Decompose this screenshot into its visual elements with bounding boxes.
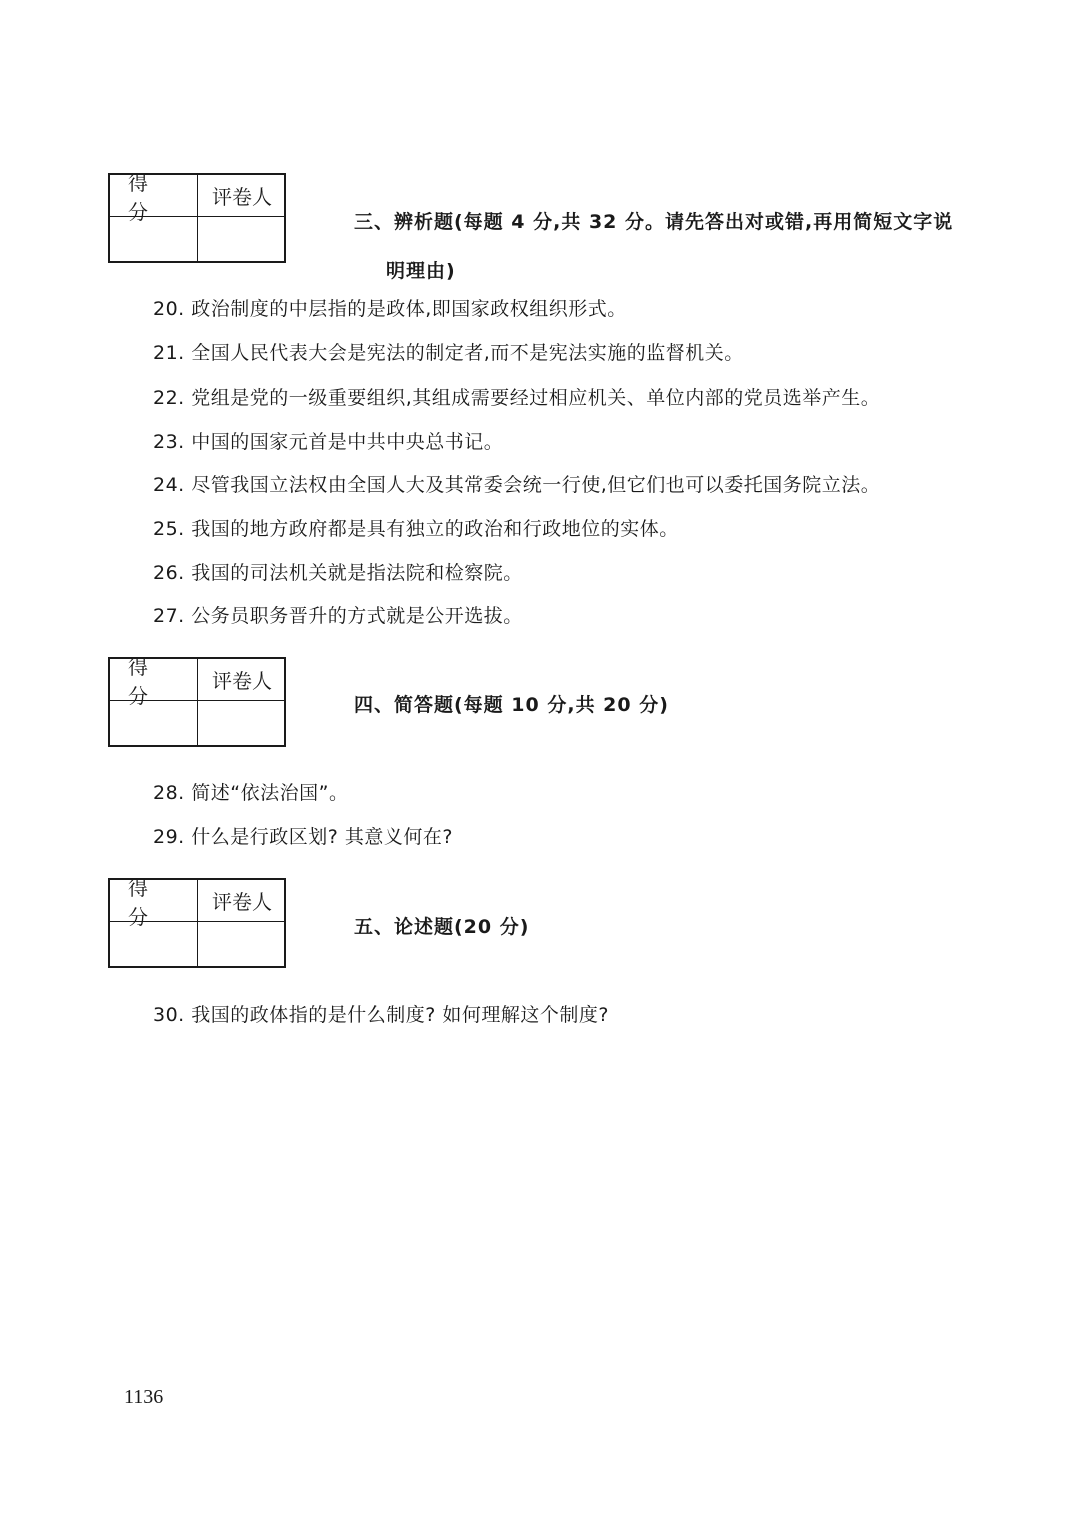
score-cell (110, 701, 198, 745)
grader-header: 评卷人 (198, 880, 286, 922)
section-5-heading (354, 912, 529, 939)
question-27: 27. 公务员职务晋升的方式就是公开选拔。 (153, 605, 523, 627)
grader-cell (198, 217, 286, 261)
question-23: 23. 中国的国家元首是中共中央总书记。 (153, 431, 504, 453)
question-24: 24. 尽管我国立法权由全国人大及其常委会统一行使,但它们也可以委托国务院立法。 (153, 474, 881, 496)
page-number: 1136 (124, 1386, 164, 1408)
question-22: 22. 党组是党的一级重要组织,其组成需要经过相应机关、单位内部的党员选举产生。 (153, 387, 881, 409)
score-box-section-4 (108, 654, 286, 747)
score-header: 得分 (110, 175, 198, 217)
question-29: 29. 什么是行政区划? 其意义何在? (153, 826, 453, 848)
question-21: 21. 全国人民代表大会是宪法的制定者,而不是宪法实施的监督机关。 (153, 342, 744, 364)
section-3-heading-line1: 三、辨析题(每题 4 分,共 32 分。请先答出对或错,再用简短文字说 (354, 211, 954, 233)
question-26: 26. 我国的司法机关就是指法院和检察院。 (153, 562, 523, 584)
score-cell (110, 217, 198, 261)
section-4-heading-line1: 四、简答题(每题 10 分,共 20 分) (354, 694, 669, 716)
question-28: 28. 简述“依法治国”。 (153, 782, 349, 804)
section-5-heading-line1: 五、论述题(20 分) (354, 916, 530, 938)
score-cell (110, 922, 198, 966)
grader-header: 评卷人 (198, 175, 286, 217)
score-header: 得分 (110, 880, 198, 922)
question-20: 20. 政治制度的中层指的是政体,即国家政权组织形式。 (153, 298, 627, 320)
score-header: 得分 (110, 659, 198, 701)
score-box-section-5 (108, 875, 286, 968)
question-25: 25. 我国的地方政府都是具有独立的政治和行政地位的实体。 (153, 518, 679, 540)
section-3-heading-line2: 明理由) (386, 260, 456, 282)
grader-cell (198, 922, 286, 966)
grader-header: 评卷人 (198, 659, 286, 701)
question-30: 30. 我国的政体指的是什么制度? 如何理解这个制度? (153, 1004, 609, 1026)
score-box-section-3 (108, 170, 286, 263)
section-3-heading (354, 207, 953, 283)
section-4-heading (354, 690, 669, 717)
grader-cell (198, 701, 286, 745)
